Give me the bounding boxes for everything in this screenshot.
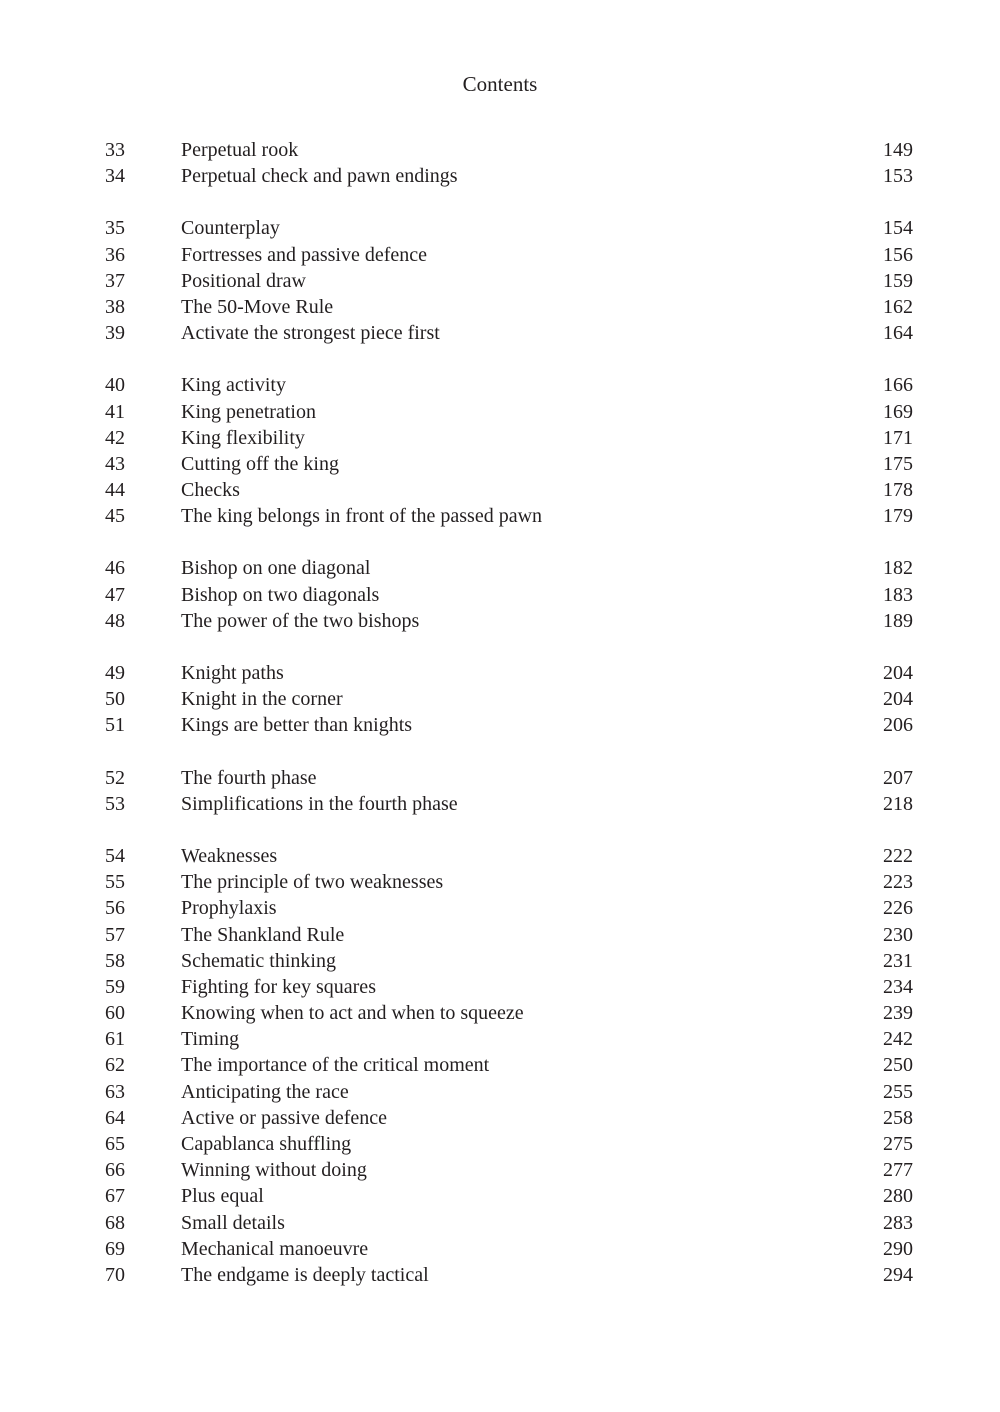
toc-entry[interactable] xyxy=(105,948,913,974)
toc-entry-number: 38 xyxy=(105,295,125,318)
toc-entry[interactable] xyxy=(105,425,913,451)
toc-entry-title: Winning without doing xyxy=(181,1159,367,1182)
toc-entry[interactable] xyxy=(105,660,913,686)
toc-entry-page-number: 239 xyxy=(883,1002,913,1025)
toc-entry-title: Simplifications in the fourth phase xyxy=(181,792,458,815)
toc-entry[interactable] xyxy=(105,1131,913,1157)
toc-entry-number: 56 xyxy=(105,897,125,920)
toc-entry-page-number: 162 xyxy=(883,295,913,318)
toc-entry-number: 60 xyxy=(105,1002,125,1025)
toc-entry-number: 65 xyxy=(105,1133,125,1155)
toc-entry-title: Small details xyxy=(181,1211,285,1234)
toc-entry[interactable] xyxy=(105,1210,913,1236)
toc-entry-number: 69 xyxy=(105,1237,125,1260)
toc-entry-title: The endgame is deeply tactical xyxy=(181,1263,429,1286)
toc-entry-number: 46 xyxy=(105,557,125,580)
toc-entry[interactable] xyxy=(105,1157,913,1183)
page-title: Contents xyxy=(462,72,538,96)
toc-group xyxy=(105,843,913,1288)
toc-entry-number: 33 xyxy=(105,139,125,161)
toc-entry-title: Knight paths xyxy=(181,662,284,684)
toc-entry-number: 34 xyxy=(105,165,125,188)
toc-group xyxy=(105,372,913,529)
toc-entry-number: 68 xyxy=(105,1211,125,1234)
toc-group xyxy=(105,660,913,739)
toc-entry-number: 45 xyxy=(105,505,125,528)
toc-entry-page-number: 223 xyxy=(883,871,913,894)
toc-entry-page-number: 159 xyxy=(883,269,913,292)
toc-entry[interactable] xyxy=(105,268,913,294)
toc-entry-number: 52 xyxy=(105,766,125,789)
toc-entry-title: Bishop on two diagonals xyxy=(181,583,380,606)
toc-entry[interactable] xyxy=(105,215,913,241)
toc-entry-page-number: 258 xyxy=(883,1106,913,1129)
toc-entry-title: Checks xyxy=(181,479,240,502)
toc-entry-page-number: 290 xyxy=(883,1237,913,1260)
toc-entry-title: Perpetual rook xyxy=(181,139,299,161)
toc-entry[interactable] xyxy=(105,294,913,320)
toc-entry[interactable] xyxy=(105,686,913,712)
toc-entry-page-number: 182 xyxy=(883,557,913,580)
toc-entry-page-number: 154 xyxy=(883,217,913,240)
toc-entry-title: The principle of two weaknesses xyxy=(181,871,444,894)
toc-entry-page-number: 231 xyxy=(883,949,913,972)
toc-entry[interactable] xyxy=(105,765,913,791)
toc-entry-number: 58 xyxy=(105,949,125,972)
toc-entry-number: 48 xyxy=(105,609,125,632)
toc-entry[interactable] xyxy=(105,477,913,503)
toc-entry-title: The 50-Move Rule xyxy=(181,295,334,318)
toc-entry-title: The power of the two bishops xyxy=(181,609,420,632)
toc-entry-title: Anticipating the race xyxy=(181,1080,349,1103)
table-of-contents xyxy=(105,137,913,1314)
toc-entry-page-number: 218 xyxy=(883,792,913,815)
toc-entry-title: Knight in the corner xyxy=(181,688,343,711)
toc-entry-number: 50 xyxy=(105,688,125,711)
toc-entry[interactable] xyxy=(105,922,913,948)
toc-entry-title: The Shankland Rule xyxy=(181,923,345,946)
toc-group xyxy=(105,555,913,634)
toc-entry-number: 51 xyxy=(105,714,125,737)
toc-entry-number: 53 xyxy=(105,792,125,815)
toc-entry-page-number: 166 xyxy=(883,374,913,397)
toc-entry-page-number: 179 xyxy=(883,505,913,528)
toc-entry-title: Mechanical manoeuvre xyxy=(181,1237,369,1260)
toc-entry[interactable] xyxy=(105,1183,913,1209)
toc-entry-title: Plus equal xyxy=(181,1185,264,1208)
toc-entry-page-number: 255 xyxy=(883,1080,913,1103)
toc-entry-number: 67 xyxy=(105,1185,125,1208)
toc-entry-number: 59 xyxy=(105,975,125,998)
toc-entry[interactable] xyxy=(105,1000,913,1026)
toc-entry-number: 63 xyxy=(105,1080,125,1103)
toc-entry-title: Timing xyxy=(181,1028,240,1051)
toc-entry-number: 47 xyxy=(105,583,125,606)
toc-entry-page-number: 294 xyxy=(883,1263,913,1286)
toc-entry-number: 49 xyxy=(105,662,125,684)
toc-entry-page-number: 153 xyxy=(883,165,913,188)
toc-entry-number: 43 xyxy=(105,452,125,475)
toc-entry[interactable] xyxy=(105,712,913,738)
toc-entry-number: 66 xyxy=(105,1159,125,1182)
toc-entry-number: 35 xyxy=(105,217,125,240)
toc-entry-number: 39 xyxy=(105,322,125,345)
toc-entry[interactable] xyxy=(105,503,913,529)
toc-entry[interactable] xyxy=(105,869,913,895)
toc-entry[interactable] xyxy=(105,974,913,1000)
toc-entry-page-number: 183 xyxy=(883,583,913,606)
toc-entry[interactable] xyxy=(105,1105,913,1131)
toc-entry[interactable] xyxy=(105,1079,913,1105)
toc-entry-number: 42 xyxy=(105,426,125,449)
toc-entry-title: Prophylaxis xyxy=(181,897,277,920)
toc-entry[interactable] xyxy=(105,843,913,869)
toc-entry[interactable] xyxy=(105,1236,913,1262)
toc-entry-page-number: 204 xyxy=(883,688,913,711)
toc-entry[interactable] xyxy=(105,555,913,581)
toc-entry-number: 54 xyxy=(105,844,125,867)
toc-entry-page-number: 283 xyxy=(883,1211,913,1234)
toc-entry-title: King activity xyxy=(181,374,286,397)
toc-entry-page-number: 280 xyxy=(883,1185,913,1208)
toc-entry-title: King penetration xyxy=(181,400,316,423)
toc-entry[interactable] xyxy=(105,320,913,346)
toc-entry-page-number: 171 xyxy=(883,426,913,449)
toc-entry[interactable] xyxy=(105,163,913,189)
toc-entry-title: King flexibility xyxy=(181,426,305,449)
toc-entry[interactable] xyxy=(105,451,913,477)
toc-entry-number: 64 xyxy=(105,1106,125,1129)
toc-entry-page-number: 277 xyxy=(883,1159,913,1182)
toc-entry-page-number: 189 xyxy=(883,609,913,632)
toc-entry-title: Capablanca shuffling xyxy=(181,1133,352,1155)
toc-entry[interactable] xyxy=(105,895,913,921)
toc-entry-number: 44 xyxy=(105,479,125,502)
toc-entry[interactable] xyxy=(105,137,913,163)
toc-entry-title: Weaknesses xyxy=(181,844,278,867)
toc-entry-number: 70 xyxy=(105,1263,125,1286)
toc-entry-page-number: 222 xyxy=(883,844,913,867)
toc-entry-number: 62 xyxy=(105,1054,125,1077)
toc-entry[interactable] xyxy=(105,1026,913,1052)
toc-entry[interactable] xyxy=(105,1052,913,1078)
toc-entry-title: Activate the strongest piece first xyxy=(181,322,440,345)
toc-entry-number: 61 xyxy=(105,1028,125,1051)
toc-group xyxy=(105,137,913,189)
toc-entry-number: 55 xyxy=(105,871,125,894)
toc-entry[interactable] xyxy=(105,1262,913,1288)
toc-entry-title: Positional draw xyxy=(181,269,306,292)
toc-entry[interactable] xyxy=(105,608,913,634)
toc-entry[interactable] xyxy=(105,399,913,425)
toc-entry-title: Counterplay xyxy=(181,217,280,240)
toc-entry-title: Cutting off the king xyxy=(181,452,339,475)
toc-entry-title: Knowing when to act and when to squeeze xyxy=(181,1002,524,1025)
toc-entry-page-number: 207 xyxy=(883,766,913,789)
toc-entry-page-number: 250 xyxy=(883,1054,913,1077)
toc-entry-title: Kings are better than knights xyxy=(181,714,413,737)
toc-entry[interactable] xyxy=(105,582,913,608)
toc-entry-page-number: 149 xyxy=(883,139,913,161)
toc-entry[interactable] xyxy=(105,372,913,398)
toc-entry-title: The importance of the critical moment xyxy=(181,1054,490,1077)
toc-entry-page-number: 230 xyxy=(883,923,913,946)
toc-entry-number: 37 xyxy=(105,269,125,292)
toc-entry-number: 36 xyxy=(105,243,125,266)
toc-entry-title: Schematic thinking xyxy=(181,949,336,972)
toc-entry-page-number: 204 xyxy=(883,662,913,684)
toc-entry-page-number: 275 xyxy=(883,1133,913,1155)
toc-entry-page-number: 175 xyxy=(883,452,913,475)
toc-entry-title: Fighting for key squares xyxy=(181,975,376,998)
toc-entry-title: Bishop on one diagonal xyxy=(181,557,371,580)
toc-entry-title: The king belongs in front of the passed pawn xyxy=(181,505,543,528)
toc-entry-title: Fortresses and passive defence xyxy=(181,243,428,266)
toc-entry-title: Active or passive defence xyxy=(181,1106,388,1129)
toc-group xyxy=(105,765,913,817)
toc-entry-number: 40 xyxy=(105,374,125,397)
toc-entry-page-number: 178 xyxy=(883,479,913,502)
toc-entry-page-number: 164 xyxy=(883,322,913,345)
toc-entry[interactable] xyxy=(105,791,913,817)
toc-entry-number: 57 xyxy=(105,923,125,946)
toc-entry-number: 41 xyxy=(105,400,125,423)
toc-entry[interactable] xyxy=(105,242,913,268)
toc-entry-title: Perpetual check and pawn endings xyxy=(181,165,458,188)
toc-group xyxy=(105,215,913,346)
toc-entry-title: The fourth phase xyxy=(181,766,317,789)
toc-entry-page-number: 226 xyxy=(883,897,913,920)
toc-entry-page-number: 242 xyxy=(883,1028,913,1051)
toc-entry-page-number: 156 xyxy=(883,243,913,266)
toc-entry-page-number: 206 xyxy=(883,714,913,737)
toc-entry-page-number: 169 xyxy=(883,400,913,423)
toc-entry-page-number: 234 xyxy=(883,975,913,998)
